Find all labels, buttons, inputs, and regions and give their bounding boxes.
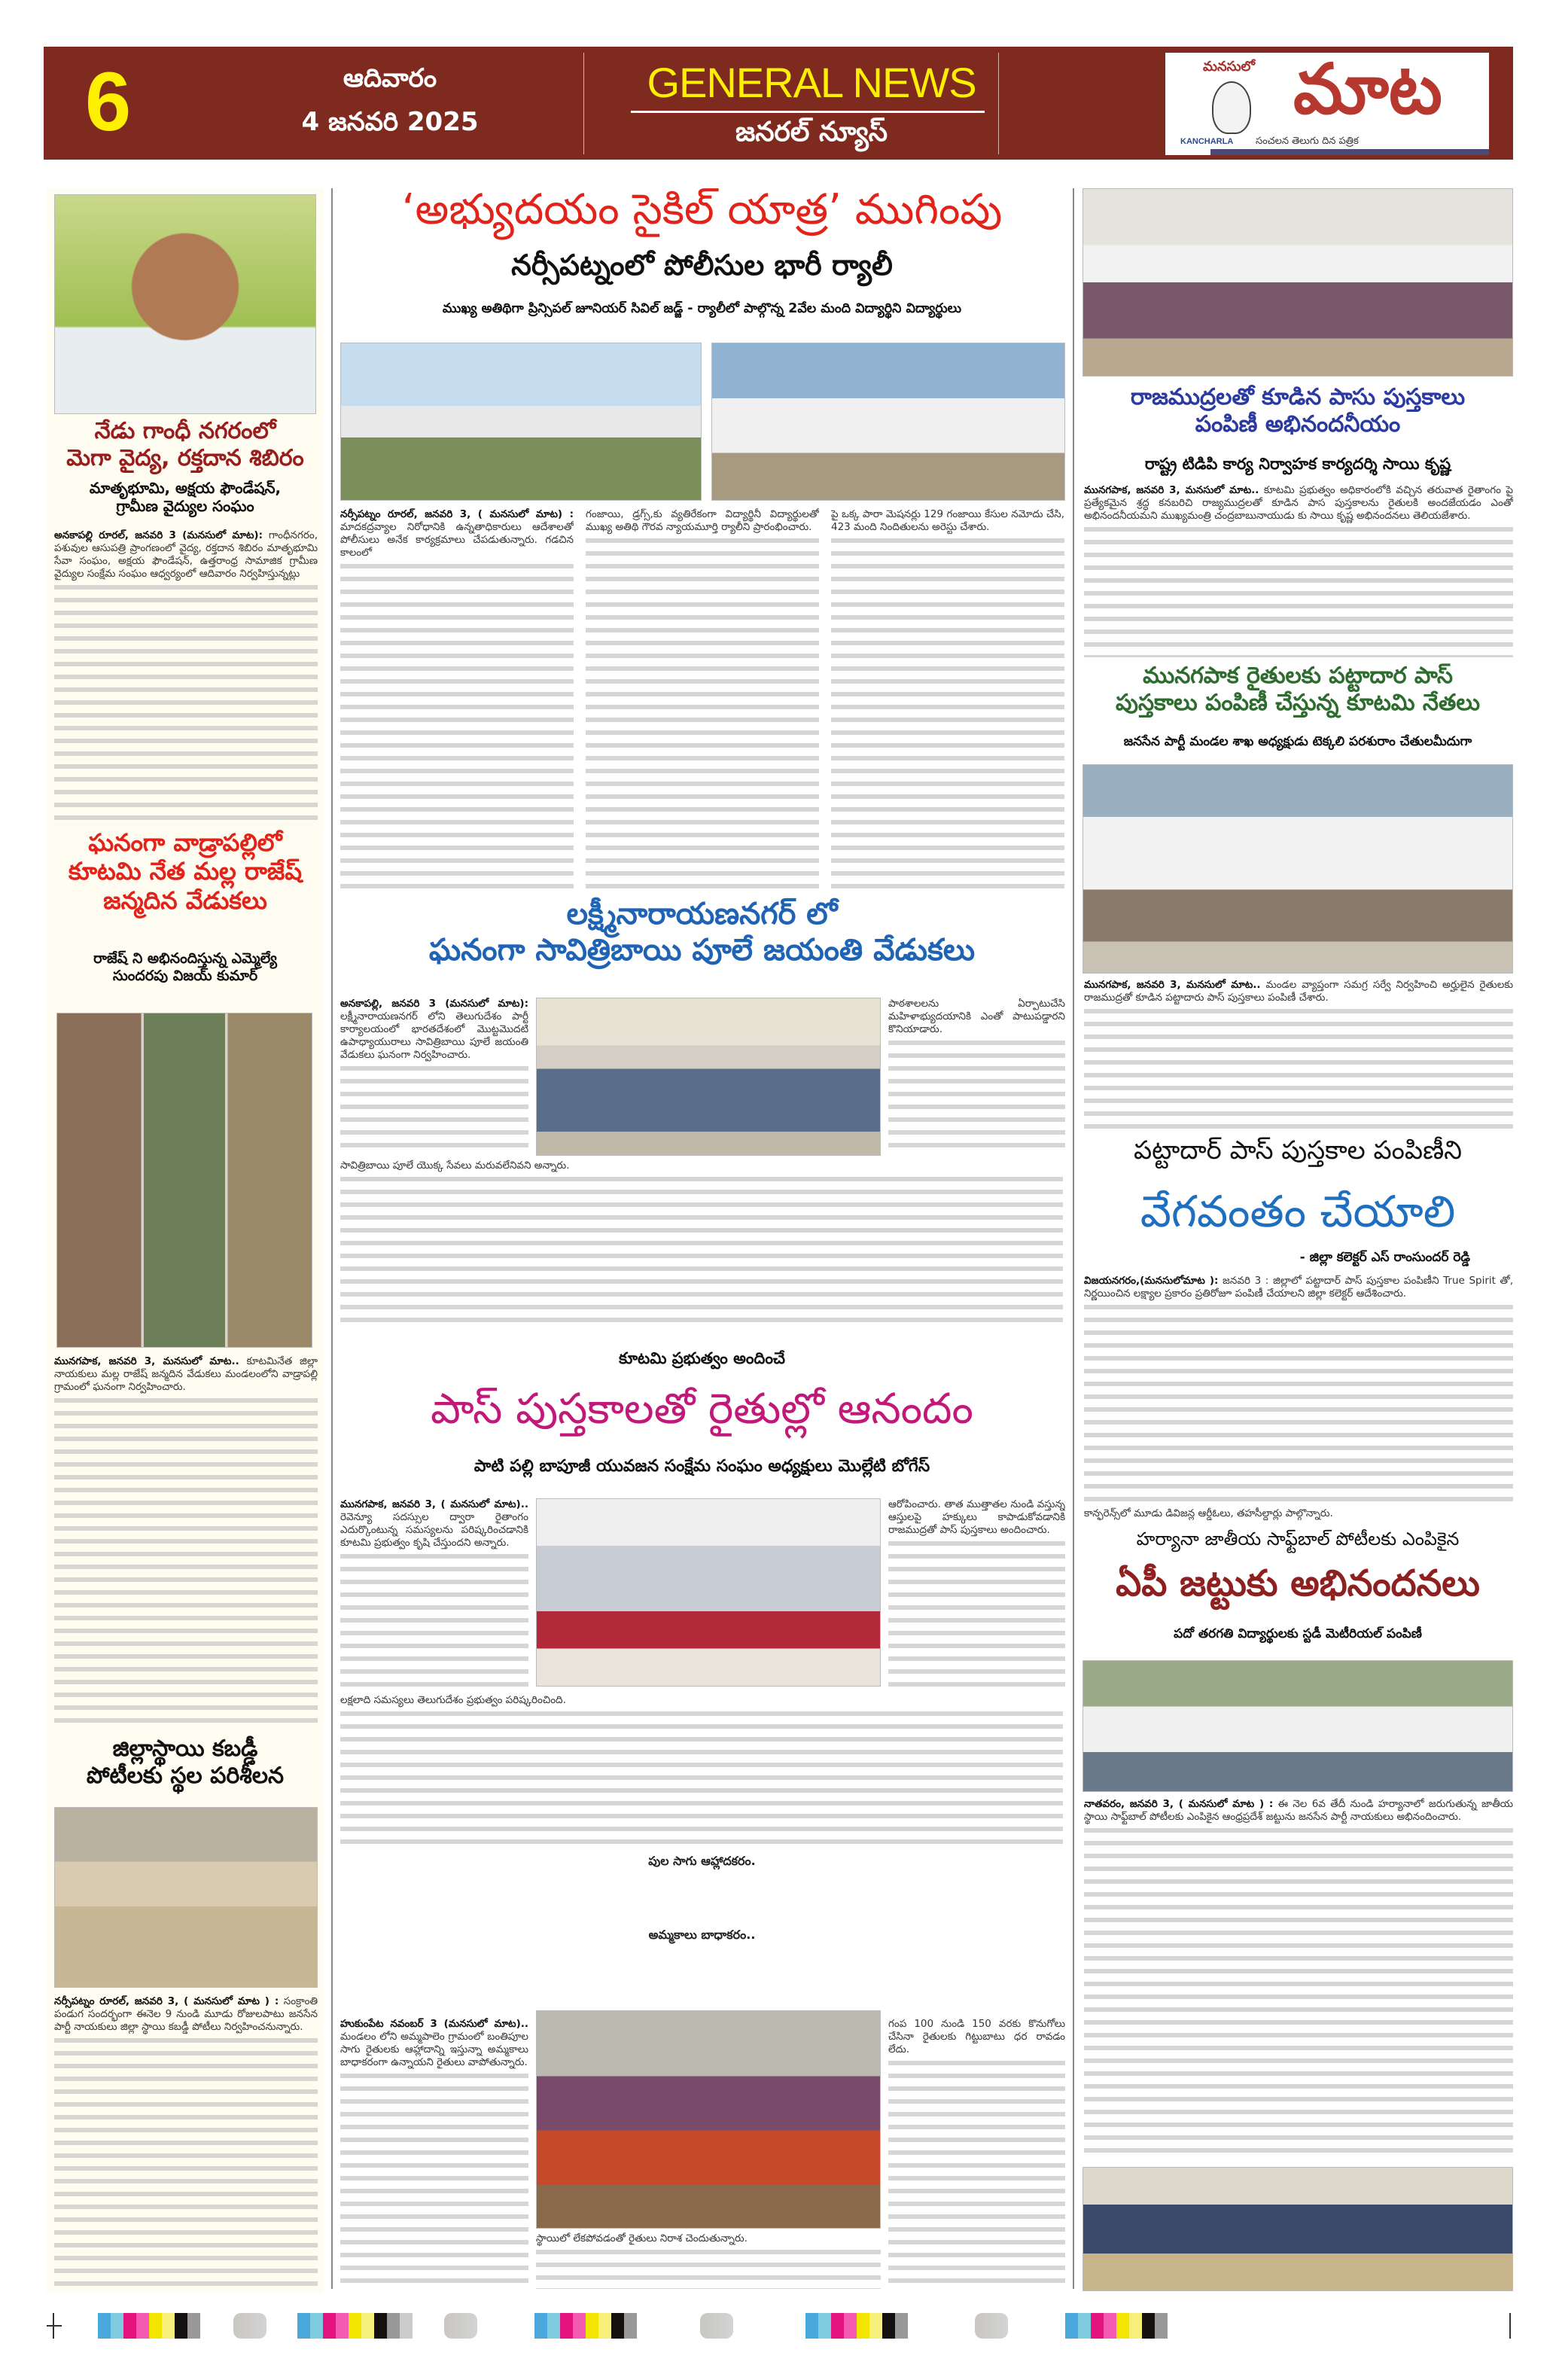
color-swatch <box>560 2313 573 2339</box>
color-swatch <box>547 2313 560 2339</box>
article-body <box>1084 1275 1513 1504</box>
event-photo <box>1083 1660 1513 1792</box>
rally-photo <box>711 343 1065 501</box>
registration-mark-icon <box>1509 2313 1511 2339</box>
registration-mark-icon <box>47 2325 62 2327</box>
color-swatch <box>323 2313 336 2339</box>
gray-patch <box>233 2313 266 2339</box>
article-body <box>888 998 1065 1156</box>
color-swatch <box>149 2313 162 2339</box>
day-label: ఆదివారం <box>343 63 437 93</box>
column-divider <box>331 188 333 2289</box>
color-swatch <box>573 2313 586 2339</box>
gray-patch <box>444 2313 477 2339</box>
body-text: పై ఒక్క పారా మెషనర్లు 129 గంజాయి కేసుల నమోదు చేసి, 423 మంది నిందితులను అరెస్టు చేశారు. <box>831 508 1064 533</box>
body-text-lines <box>54 2035 318 2289</box>
article-body <box>54 1355 318 1728</box>
gray-patch <box>700 2313 733 2339</box>
body-text-lines <box>340 1174 1063 1329</box>
body-text: అనకాపల్లి రూరల్, జనవరి 3 (మనసులో మాట): <box>54 529 263 541</box>
color-swatch <box>387 2313 400 2339</box>
headline: నేడు గాంధీ నగరంలో మెగా వైద్య, రక్తదాన శిబిరం <box>66 418 304 471</box>
body-text: మండల వ్యాప్తంగా సమగ్ర సర్వే నిర్వహించి అర్హులైన రైతులకు రాజముద్రతో కూడిన పట్టాదారు పాస్ పుస్తకాలు పంపిణీ చేశారు. <box>1084 979 1513 1004</box>
body-text: నర్సీపట్నం రూరల్, జనవరి 3, ( మనసులో మాట) : <box>340 508 574 520</box>
body-text: సంక్రాంతి పండుగ సందర్భంగా ఈనెల 9 నుండి మూడు రోజులపాటు జనసేన పార్టీ నాయకులు జిల్లా స్థాయి కబడ్డీ పోటీలు నిర్వహించనున్నారు. <box>54 1995 318 2033</box>
body-text: స్థాయిలో లేకపోవడంతో రైతులు నిరాశ చెందుతున్నారు. <box>536 2232 748 2244</box>
body-text-lines <box>888 2058 1065 2289</box>
color-swatch <box>361 2313 374 2339</box>
event-photo <box>536 1498 881 1687</box>
event-photo <box>1083 188 1513 376</box>
body-text: మునగపాక, జనవరి 3, ( మనసులో మాట).. <box>340 1498 528 1510</box>
article-body <box>1084 484 1513 657</box>
color-swatch <box>1116 2313 1129 2339</box>
color-swatch <box>1155 2313 1168 2339</box>
color-swatch <box>805 2313 818 2339</box>
body-text: లక్షలాది సమస్యలు తెలుగుదేశం ప్రభుత్వం పరిష్కరించింది. <box>340 1694 566 1706</box>
article-body <box>888 2018 1065 2289</box>
divider <box>631 111 985 113</box>
masthead <box>44 47 1513 160</box>
headline: పట్టాదార్ పాస్ పుస్తకాల పంపిణీని <box>1133 1135 1463 1166</box>
lead-subheadline: నర్సీపట్నంలో పోలీసుల భారీ ర్యాలీ <box>511 248 893 282</box>
body-text-lines <box>586 535 819 888</box>
body-text: మునగపాక, జనవరి 3, మనసులో మాట.. <box>1084 484 1259 496</box>
color-swatch <box>175 2313 187 2339</box>
color-swatch <box>534 2313 547 2339</box>
body-text-lines <box>1084 1825 1513 2159</box>
color-swatch <box>624 2313 637 2339</box>
body-text: గంప 100 నుండి 150 వరకు కొనుగోలు చేసినా రైతులకు గిట్టుబాటు ధర రావడం లేదు. <box>888 2018 1065 2055</box>
color-swatch <box>349 2313 361 2339</box>
rally-photo <box>340 343 702 501</box>
body-text-lines <box>888 1038 1065 1156</box>
color-swatch <box>831 2313 844 2339</box>
body-text-lines <box>54 582 318 823</box>
portrait-photo <box>54 194 316 414</box>
event-photo <box>536 998 881 1156</box>
color-swatch <box>1078 2313 1091 2339</box>
body-text-lines <box>340 1063 528 1156</box>
headline: ఘనంగా వాడ్రాపల్లిలో కూటమి నేత మల్ల రాజేష్ జన్మదిన వేడుకలు <box>68 828 303 915</box>
subheadline: పదో తరగతి విద్యార్థులకు స్టడీ మెటీరియల్ పంపిణీ <box>1174 1626 1422 1641</box>
color-swatch <box>136 2313 149 2339</box>
body-text-lines <box>1084 524 1513 657</box>
article-body <box>340 1694 1063 1848</box>
body-text <box>1084 979 1513 1004</box>
body-text: అనకాపల్లి, జనవరి 3 (మనసులో మాట): <box>340 998 528 1010</box>
color-swatch <box>98 2313 111 2339</box>
body-text: కూటమినేత జిల్లా నాయకులు మల్ల రాజేష్ జన్మదిన వేడుకలు మండలంలోని వాడ్రాపల్లి గ్రామంలో ఘనంగా నిర్వహించారు. <box>54 1355 318 1393</box>
article-body <box>888 1498 1065 1687</box>
headline: పాస్ పుస్తకాలతో రైతుల్లో ఆనందం <box>431 1385 973 1434</box>
body-text: మాదకద్రవ్యాల నిరోధానికి ఉన్నతాధికారులు ఆదేశాలతో పోలీసులు అనేక కార్యక్రమాలు చేపడుతున్నారు. గడచిన కాలంలో <box>340 521 574 559</box>
body-text-lines <box>340 561 574 888</box>
body-text: కాన్ఫరెన్స్‌లో మూడు డివిజన్ల ఆర్డీఓలు, తహసీల్దార్లు పాల్గొన్నారు. <box>1084 1507 1333 1519</box>
article-body <box>1084 979 1513 1129</box>
headline: పుల సాగు ఆహ్లాదకరం. <box>648 1854 756 1868</box>
color-swatch <box>187 2313 200 2339</box>
color-swatch <box>162 2313 175 2339</box>
photo <box>54 1807 318 1988</box>
subheadline: మాతృభూమి, అక్షయ ఫౌండేషన్, గ్రామీణ వైద్యుల సంఘం <box>89 479 282 515</box>
article-body <box>586 508 819 888</box>
article-body <box>340 1160 1063 1329</box>
color-swatch <box>374 2313 387 2339</box>
headline: రాజముద్రలతో కూడిన పాసు పుస్తకాలు పంపిణీ అభినందనీయం <box>1130 384 1466 437</box>
body-text: గాంధీనగరం, పశువుల ఆసుపత్రి ప్రాంగణంలో వైద్య, రక్తదాన శిబిరం మాతృభూమి సేవా సంఘం, అక్షయ ఫౌండేషన్, ఉత్తరాంధ్ర సామాజిక గ్రామీణ వైద్యుల సంక్షేమ సంఘం ఆధ్వర్యంలో ఆదివారం నిర్వహిస్తున్నట్లు <box>54 529 318 580</box>
body-text-lines <box>340 1551 528 1687</box>
article-body-last-line <box>1084 1507 1513 1522</box>
headline: జిల్లాస్థాయి కబడ్డీ పోటీలకు స్థల పరిశీలన <box>86 1735 285 1789</box>
body-text-lines <box>340 1708 1063 1848</box>
body-text: సావిత్రిబాయి పూలే యొక్క సేవలు మరువలేనివని అన్నారు. <box>340 1160 570 1172</box>
color-swatch <box>1142 2313 1155 2339</box>
color-swatch <box>310 2313 323 2339</box>
body-text <box>1084 484 1513 523</box>
color-swatch <box>111 2313 123 2339</box>
article-body <box>340 2018 528 2289</box>
divider <box>583 53 584 154</box>
body-text: మునగపాక, జనవరి 3, మనసులో మాట.. <box>1084 979 1261 991</box>
headline: మునగపాక రైతులకు పట్టాదార పాస్ పుస్తకాలు పంపిణీ చేస్తున్న కూటమి నేతలు <box>1116 663 1480 716</box>
logo-portrait-icon <box>1212 81 1251 134</box>
body-text: మండలం లోని అమ్మపాలెం గ్రామంలో బంతిపూల సాగు రైతులకు ఆహ్లాదాన్ని ఇస్తున్నా అమ్మకాలు బాధాకరంగా ఉన్నాయని రైతులు వాపోతున్నారు. <box>340 2031 528 2068</box>
body-text <box>1084 1798 1513 1824</box>
body-text <box>1084 1275 1513 1300</box>
color-swatch <box>895 2313 908 2339</box>
article-body <box>54 1995 318 2289</box>
color-swatch <box>1065 2313 1078 2339</box>
logo-brand: KANCHARLA <box>1180 137 1234 146</box>
body-text-lines <box>1084 1302 1513 1504</box>
body-text <box>54 1995 318 2034</box>
headline: వేగవంతం చేయాలి <box>1140 1186 1456 1237</box>
group-photo <box>1083 2167 1513 2291</box>
article-body <box>340 508 574 888</box>
color-swatch <box>586 2313 598 2339</box>
color-swatch <box>1129 2313 1142 2339</box>
date-label: 4 జనవరి 2025 <box>301 107 479 137</box>
color-swatch <box>1091 2313 1104 2339</box>
headline: అమ్మకాలు బాధాకరం.. <box>648 1927 756 1942</box>
headline: ఏపీ జట్టుకు అభినందనలు <box>1116 1562 1480 1604</box>
color-swatch <box>882 2313 895 2339</box>
body-text: రెవెన్యూ సదస్సుల ద్వారా రైతాంగం ఎదుర్కొంటున్న సమస్యలను పరిష్కరించడానికి కూటమి ప్రభుత్వం కృషి చేస్తుందని అన్నారు. <box>340 1511 528 1549</box>
body-text: ఈ నెల 6వ తేదీ నుండి హర్యానాలో జరుగుతున్న జాతీయ స్థాయి సాఫ్ట్‌బాల్ పోటీలకు ఎంపికైన ఆంధ్రప్రదేశ్ జట్టును జనసేన పార్టీ నాయకులు అభినందించారు. <box>1084 1798 1513 1823</box>
color-swatch <box>123 2313 136 2339</box>
flower-market-photo <box>536 2010 881 2229</box>
article-body <box>831 508 1064 888</box>
headline: లక్ష్మీనారాయణనగర్ లో ఘనంగా సావిత్రిబాయి పూలే జయంతి వేడుకలు <box>428 897 976 968</box>
body-text: పాఠశాలలను ఏర్పాటుచేసి మహిళాభ్యుదయానికి ఎంతో పాటుపడ్డారని కొనియాడారు. <box>888 998 1065 1035</box>
body-text-lines <box>340 2071 528 2289</box>
body-text-lines <box>1084 1006 1513 1129</box>
body-text: ఆరోపించారు. తాత ముత్తాతల నుండి వస్తున్న ఆస్తులపై హక్కులు కాపాడుకోవడానికి రాజముద్రతో పాస్ పుస్తకాలు అందించారు. <box>888 1498 1065 1536</box>
color-swatch <box>844 2313 857 2339</box>
photo-collage <box>56 1013 312 1348</box>
logo-name: మాట <box>1293 48 1442 130</box>
kicker: కూటమి ప్రభుత్వం అందించే <box>619 1349 785 1367</box>
body-text-lines <box>54 1395 318 1728</box>
body-text: మునగపాక, జనవరి 3, మనసులో మాట.. <box>54 1355 239 1367</box>
article-body <box>54 529 318 823</box>
column-divider <box>1073 188 1074 2289</box>
color-swatch <box>336 2313 349 2339</box>
section-title-te: జనరల్ న్యూస్ <box>735 117 888 148</box>
subheadline: రాష్ట్ర టిడిపి కార్య నిర్వాహక కార్యదర్శి సాయి కృష్ణ <box>1144 455 1451 473</box>
kicker: హర్యానా జాతీయ సాఫ్ట్‌బాల్ పోటీలకు ఎంపికైన <box>1136 1528 1460 1550</box>
article-body <box>1084 1798 1513 2159</box>
color-swatch <box>818 2313 831 2339</box>
body-text: గంజాయి, డ్రగ్స్,కు వ్యతిరేకంగా విద్యార్థినీ విద్యార్థులతో ముఖ్య అతిథి గౌరవ న్యాయమూర్తి ర్యాలీని ప్రారంభించారు. <box>586 508 819 533</box>
body-text: నర్సీపట్నం రూరల్, జనవరి 3, ( మనసులో మాట ) : <box>54 1995 279 2007</box>
subheadline: రాజేష్ ని అభినందిస్తున్న ఎమ్మెల్యే సుందరపు విజయ్ కుమార్ <box>93 950 277 984</box>
section-title-en: GENERAL NEWS <box>647 59 976 106</box>
body-text: జనవరి 3 : జిల్లాలో పట్టాదార్ పాస్ పుస్తకాల పంపిణీని True Spirit తో, నిర్ణయించిన లక్ష్యాల ప్రకారం ప్రతిరోజూ పంపిణీ చేయాలని జిల్లా కలెక్టర్ ఆదేశించారు. <box>1084 1275 1513 1300</box>
article-body <box>340 1498 528 1687</box>
body-text: కూటమి ప్రభుత్వం అధికారంలోకి వచ్చిన తరువాత రైతాంగం పై ప్రత్యేకమైన శ్రద్ధ కనబరిచి రాజ్యముద్రలతో కూడిన పాస పుస్తకాలను రైతులకి అందజేయడం ఎంతో అభినందనీయమని ముఖ్యమంత్రి చంద్రబాబునాయుడు కు సాయి కృష్ణ అభినందనలు తెలియజేశారు. <box>1084 484 1513 522</box>
body-text <box>54 529 318 581</box>
color-swatch <box>598 2313 611 2339</box>
color-swatch <box>611 2313 624 2339</box>
body-text: నాతవరం, జనవరి 3, ( మనసులో మాట ) : <box>1084 1798 1274 1810</box>
body-text <box>54 1355 318 1394</box>
body-text-lines <box>888 1538 1065 1687</box>
body-text-lines <box>536 2247 881 2289</box>
color-swatch <box>1104 2313 1116 2339</box>
color-swatch <box>869 2313 882 2339</box>
logo-bar <box>1210 149 1489 155</box>
body-text-lines <box>831 535 1064 888</box>
color-swatch <box>400 2313 413 2339</box>
body-text <box>340 998 528 1062</box>
article-body <box>340 998 528 1156</box>
page-number: 6 <box>85 56 132 148</box>
newspaper-logo <box>1165 48 1489 155</box>
body-text <box>340 1498 528 1550</box>
body-text: లక్ష్మీనారాయణనగర్ లోని తెలుగుదేశం పార్టీ కార్యాలయంలో భారతదేశంలో మొట్టమొదటి ఉపాధ్యాయురాలు సావిత్రిబాయి పూలే జయంతి వేడుకలు ఘనంగా నిర్వహించారు. <box>340 1010 528 1061</box>
logo-tagline: సంచలన తెలుగు దిన పత్రిక <box>1256 136 1359 147</box>
color-swatch <box>297 2313 310 2339</box>
lead-headline: ‘అభ్యుదయం సైకిల్ యాత్ర’ ముగింపు <box>401 185 1003 234</box>
event-photo <box>1083 764 1513 974</box>
body-text: హుకుంపేట నవంబర్ 3 (మనసులో మాట).. <box>340 2018 528 2030</box>
color-swatch <box>857 2313 869 2339</box>
body-text: విజయనగరం,(మనసులోమాట ): <box>1084 1275 1219 1287</box>
body-text <box>340 2018 528 2069</box>
subheadline: జనసేన పార్టీ మండల శాఖ అధ్యక్షుడు టెక్కలి పరశురాం చేతులమీదుగా <box>1123 734 1472 749</box>
body-text <box>340 508 574 559</box>
subheadline: పాటి పల్లి బాపూజీ యువజన సంక్షేమ సంఘం అధ్యక్షులు మొల్లేటి బోగేస్ <box>473 1457 930 1476</box>
subheadline: - జిల్లా కలెక్టర్ ఎస్ రాంసుందర్ రెడ్డి <box>1299 1250 1470 1265</box>
divider <box>998 53 999 154</box>
logo-prefix: మనసులో <box>1203 59 1256 75</box>
article-body <box>536 2232 881 2289</box>
print-color-bar <box>53 2313 1513 2339</box>
lead-deck: ముఖ్య అతిథిగా ప్రిన్సిపల్ జూనియర్ సివిల్ జడ్జ్ - ర్యాలీలో పాల్గొన్న 2వేల మంది విద్యార్థిని విద్యార్థులు <box>442 301 962 316</box>
gray-patch <box>975 2313 1008 2339</box>
